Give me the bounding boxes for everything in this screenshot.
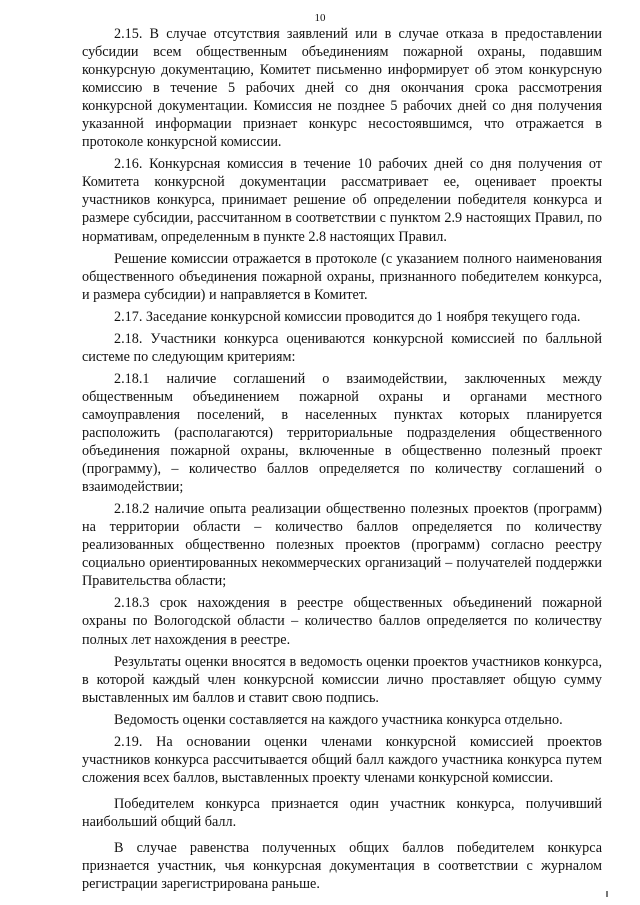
paragraph-2-18-1: 2.18.1 наличие соглашений о взаимодействии, заключенных между общественным объединением пожарной охраны и органами местного самоуправления поселений, в населенных пунктах которых планируется расположить (располагаются) территориальные подразделения общественного объединения пожарной охраны, включенные в общественно полезный проект (программу), – количество баллов определяется по количеству соглашений о взаимодействии; — [82, 370, 602, 496]
paragraph-2-19: 2.19. На основании оценки членами конкурсной комиссией проектов участников конкурса рассчитывается общий балл каждого участника конкурса путем сложения всех баллов, выставленных проекту членами конкурсной комиссии. — [82, 733, 602, 786]
paragraph-2-18-3: 2.18.3 срок нахождения в реестре общественных объединений пожарной охраны по Вологодской области – количество баллов определяется по количеству полных лет нахождения в реестре. — [82, 595, 602, 648]
paragraph-tie-break: В случае равенства полученных общих баллов победителем конкурса признается участник, чья конкурсная документация в соответствии с журналом регистрации зарегистрирована раньше. — [82, 839, 602, 893]
paragraph-winner: Победителем конкурса признается один участник конкурса, получивший наибольший общий балл. — [82, 795, 602, 830]
paragraph-2-18-2: 2.18.2 наличие опыта реализации общественно полезных проектов (программ) на территории области – количество баллов определяется по количеству реализованных общественно полезных проектов (программ) согласно реестру социально ориентированных некоммерческих организаций – получателей поддержки Правительства области; — [82, 501, 602, 590]
paragraph-2-17: 2.17. Заседание конкурсной комиссии проводится до 1 ноября текущего года. — [114, 308, 581, 325]
paragraph-evaluation-sheet: Ведомость оценки составляется на каждого участника конкурса отдельно. — [114, 711, 563, 728]
scan-mark — [606, 891, 608, 897]
page-number: 10 — [314, 12, 326, 24]
paragraph-commission-decision: Решение комиссии отражается в протоколе (с указанием полного наименования общественного объединения пожарной охраны, признанного победителем конкурса, и размера субсидии) и направляется в Комитет. — [82, 250, 602, 303]
paragraph-2-18: 2.18. Участники конкурса оцениваются конкурсной комиссией по балльной системе по следующим критериям: — [82, 330, 602, 365]
paragraph-2-15: 2.15. В случае отсутствия заявлений или в случае отказа в предоставлении субсидии всем общественным объединениям пожарной охраны, подавшим конкурсную документацию, Комитет письменно информирует об этом конкурсную комиссию в течение 5 рабочих дней со дня окончания срока рассмотрения конкурсной документации. Комиссия не позднее 5 рабочих дней со дня получения указанной информации признает конкурс несостоявшимся, что отражается в протоколе конкурсной комиссии. — [82, 26, 602, 151]
paragraph-2-16: 2.16. Конкурсная комиссия в течение 10 рабочих дней со дня получения от Комитета конкурсной документации рассматривает ее, оценивает проекты участников конкурса, принимает решение об определении победителя конкурса и размере субсидии, рассчитанном в соответствии с пунктом 2.9 настоящих Правил, по нормативам, определенным в пункте 2.8 настоящих Правил. — [82, 156, 602, 245]
paragraph-evaluation-results: Результаты оценки вносятся в ведомость оценки проектов участников конкурса, в которой каждый член конкурсной комиссии лично проставляет общую сумму выставленных им баллов и ставит свою подпись. — [82, 653, 602, 706]
document-body — [82, 25, 602, 897]
